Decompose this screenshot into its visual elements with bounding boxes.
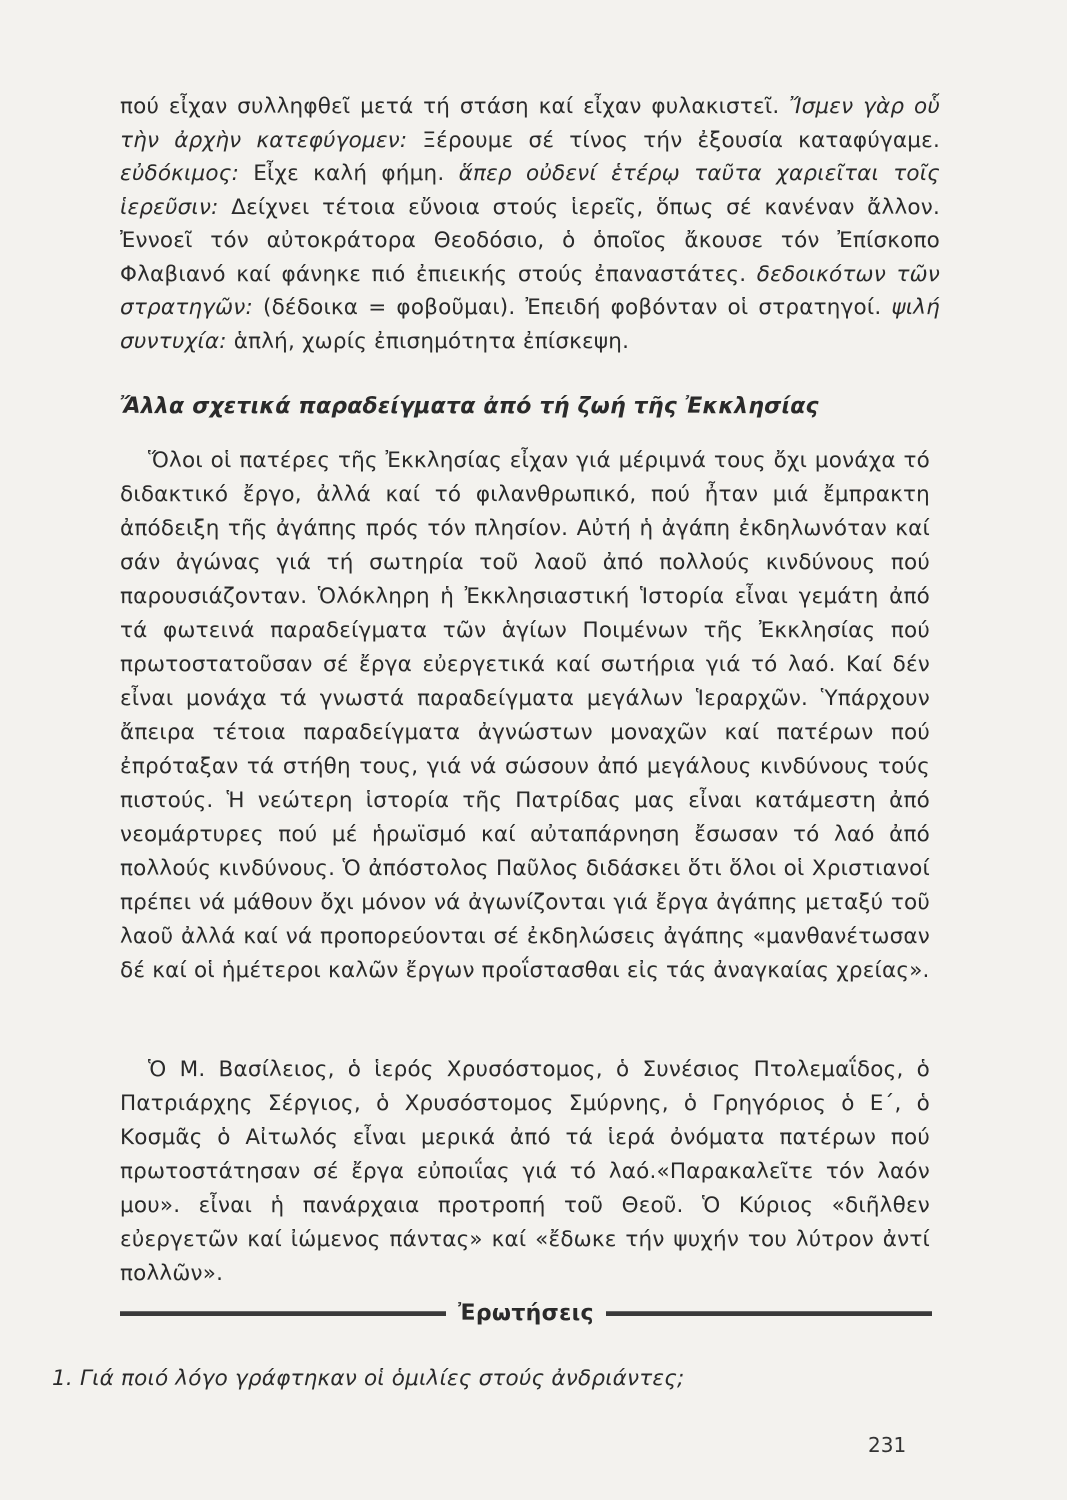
note-segment: Ξέρουμε σέ τίνος τήν ἐξουσία καταφύγαμε. — [407, 127, 940, 153]
page-number: 231 — [868, 1433, 907, 1457]
questions-title: Ἐρωτήσεις — [458, 1300, 594, 1326]
note-segment: (δέδοικα = φοβοῦμαι). Ἐπειδή φοβόνταν οἱ στρατηγοί. — [252, 295, 892, 320]
note-term: εὐδόκιμος: — [120, 161, 240, 186]
note-segment: ἁπλή, χωρίς ἐπισημότητα ἐπίσκεψη. — [226, 328, 630, 354]
notes-paragraph — [120, 90, 940, 358]
body-paragraph: Ὁ Μ. Βασίλειος, ὁ ἱερός Χρυσόστομος, ὁ Συνέσιος Πτολεμαΐδος, ὁ Πατριάρχης Σέργιος, ὁ Χρυσόστομος Σμύρνης, ὁ Γρηγόριος ὁ Ε΄, ὁ Κοσμᾶς ὁ Αἰτωλός εἶναι μερικά ἀπό τά ἱερά ὀνόματα πατέρων πού πρωτοστάτησαν σέ ἔργα εὐποιΐας γιά τό λαό.«Παρακαλεῖτε τόν λαόν μου». εἶναι ἡ πανάρχαια προτροπή τοῦ Θεοῦ. Ὁ Κύριος «διῆλθεν εὐεργετῶν καί ἰώμενος πάντας» καί «ἔδωκε τήν ψυχήν του λύτρον ἀντί πολλῶν». — [120, 1057, 930, 1286]
note-term: Ἴσμεν γὰρ οὗ τὴν ἀρχὴν κατεφύγομεν: — [120, 94, 941, 153]
question-item: 1. Γιά ποιό λόγο γράφτηκαν οἱ ὁμιλίες στούς ἀνδριάντες; — [52, 1366, 685, 1391]
body-paragraph: Ὅλοι οἱ πατέρες τῆς Ἐκκλησίας εἶχαν γιά μέριμνά τους ὄχι μονάχα τό διδακτικό ἔργο, ἀλλά καί τό φιλανθρωπικό, πού ἦταν μιά ἔμπρακτη ἀπόδειξη τῆς ἀγάπης πρός τόν πλησίον. Αὐτή ἡ ἀγάπη ἐκδηλωνόταν καί σάν ἀγώνας γιά τή σωτηρία τοῦ λαοῦ ἀπό πολλούς κινδύνους πού παρουσιάζονταν. Ὁλόκληρη ἡ Ἐκκλησιαστική Ἱστορία εἶναι γεμάτη ἀπό τά φωτεινά παραδείγματα τῶν ἁγίων Ποιμένων τῆς Ἐκκλησίας πού πρωτοστατοῦσαν σέ ἔργα εὐεργετικά καί σωτήρια γιά τό λαό. Καί δέν εἶναι μονάχα τά γνωστά παραδείγματα μεγάλων Ἱεραρχῶν. Ὑπάρχουν ἄπειρα τέτοια παραδείγματα ἀγνώστων μοναχῶν καί πατέρων πού ἐπρόταξαν τά στήθη τους, γιά νά σώσουν ἀπό μεγάλους κινδύνους τούς πιστούς. Ἡ νεώτερη ἱστορία τῆς Πατρίδας μας εἶναι κατάμεστη ἀπό νεομάρτυρες πού μέ ἡρωϊσμό καί αὐταπάρνηση ἔσωσαν τό λαό ἀπό πολλούς κινδύνους. Ὁ ἀπόστολος Παῦλος διδάσκει ὅτι ὅλοι οἱ Χριστιανοί πρέπει νά μάθουν ὄχι μόνον νά ἀγωνίζονται γιά ἔργα ἀγάπης μεταξύ τοῦ λαοῦ ἀλλά καί νά προπορεύονται σέ ἐκδηλώσεις ἀγάπης «μανθανέτωσαν δέ καί οἱ ἡμέτεροι καλῶν ἔργων προΐστασθαι εἰς τάς ἀναγκαίας χρείας». — [120, 448, 930, 983]
note-term: ἅπερ οὐδενί ἑτέρῳ ταῦτα χαριεῖται τοῖς ἱερεῦσιν: — [120, 161, 941, 220]
note-segment: Εἶχε καλή φήμη. — [239, 161, 459, 186]
note-segment: πού εἶχαν συλληφθεῖ μετά τή στάση καί εἶχαν φυλακιστεῖ. — [120, 94, 790, 119]
questions-heading — [120, 1296, 932, 1330]
note-segment: Δείχνει τέτοια εὔνοια στούς ἱερεῖς, ὅπως σέ κανέναν ἄλλον. Ἐννοεῖ τόν αὐτοκράτορα Θεοδόσιο, ὁ ὁποῖος ἄκουσε τόν Ἐπίσκοπο Φλαβιανό καί φάνηκε πιό ἐπιεικής στούς ἐπαναστάτες. — [120, 194, 940, 287]
section-heading: Ἄλλα σχετικά παραδείγματα ἀπό τή ζωή τῆς Ἐκκλησίας — [120, 394, 819, 419]
heading-rule-right — [606, 1311, 932, 1316]
note-term: δεδοικότων τῶν στρατηγῶν: — [120, 261, 940, 320]
heading-rule-left — [120, 1311, 446, 1316]
note-term: ψιλή συντυχία: — [120, 295, 940, 354]
